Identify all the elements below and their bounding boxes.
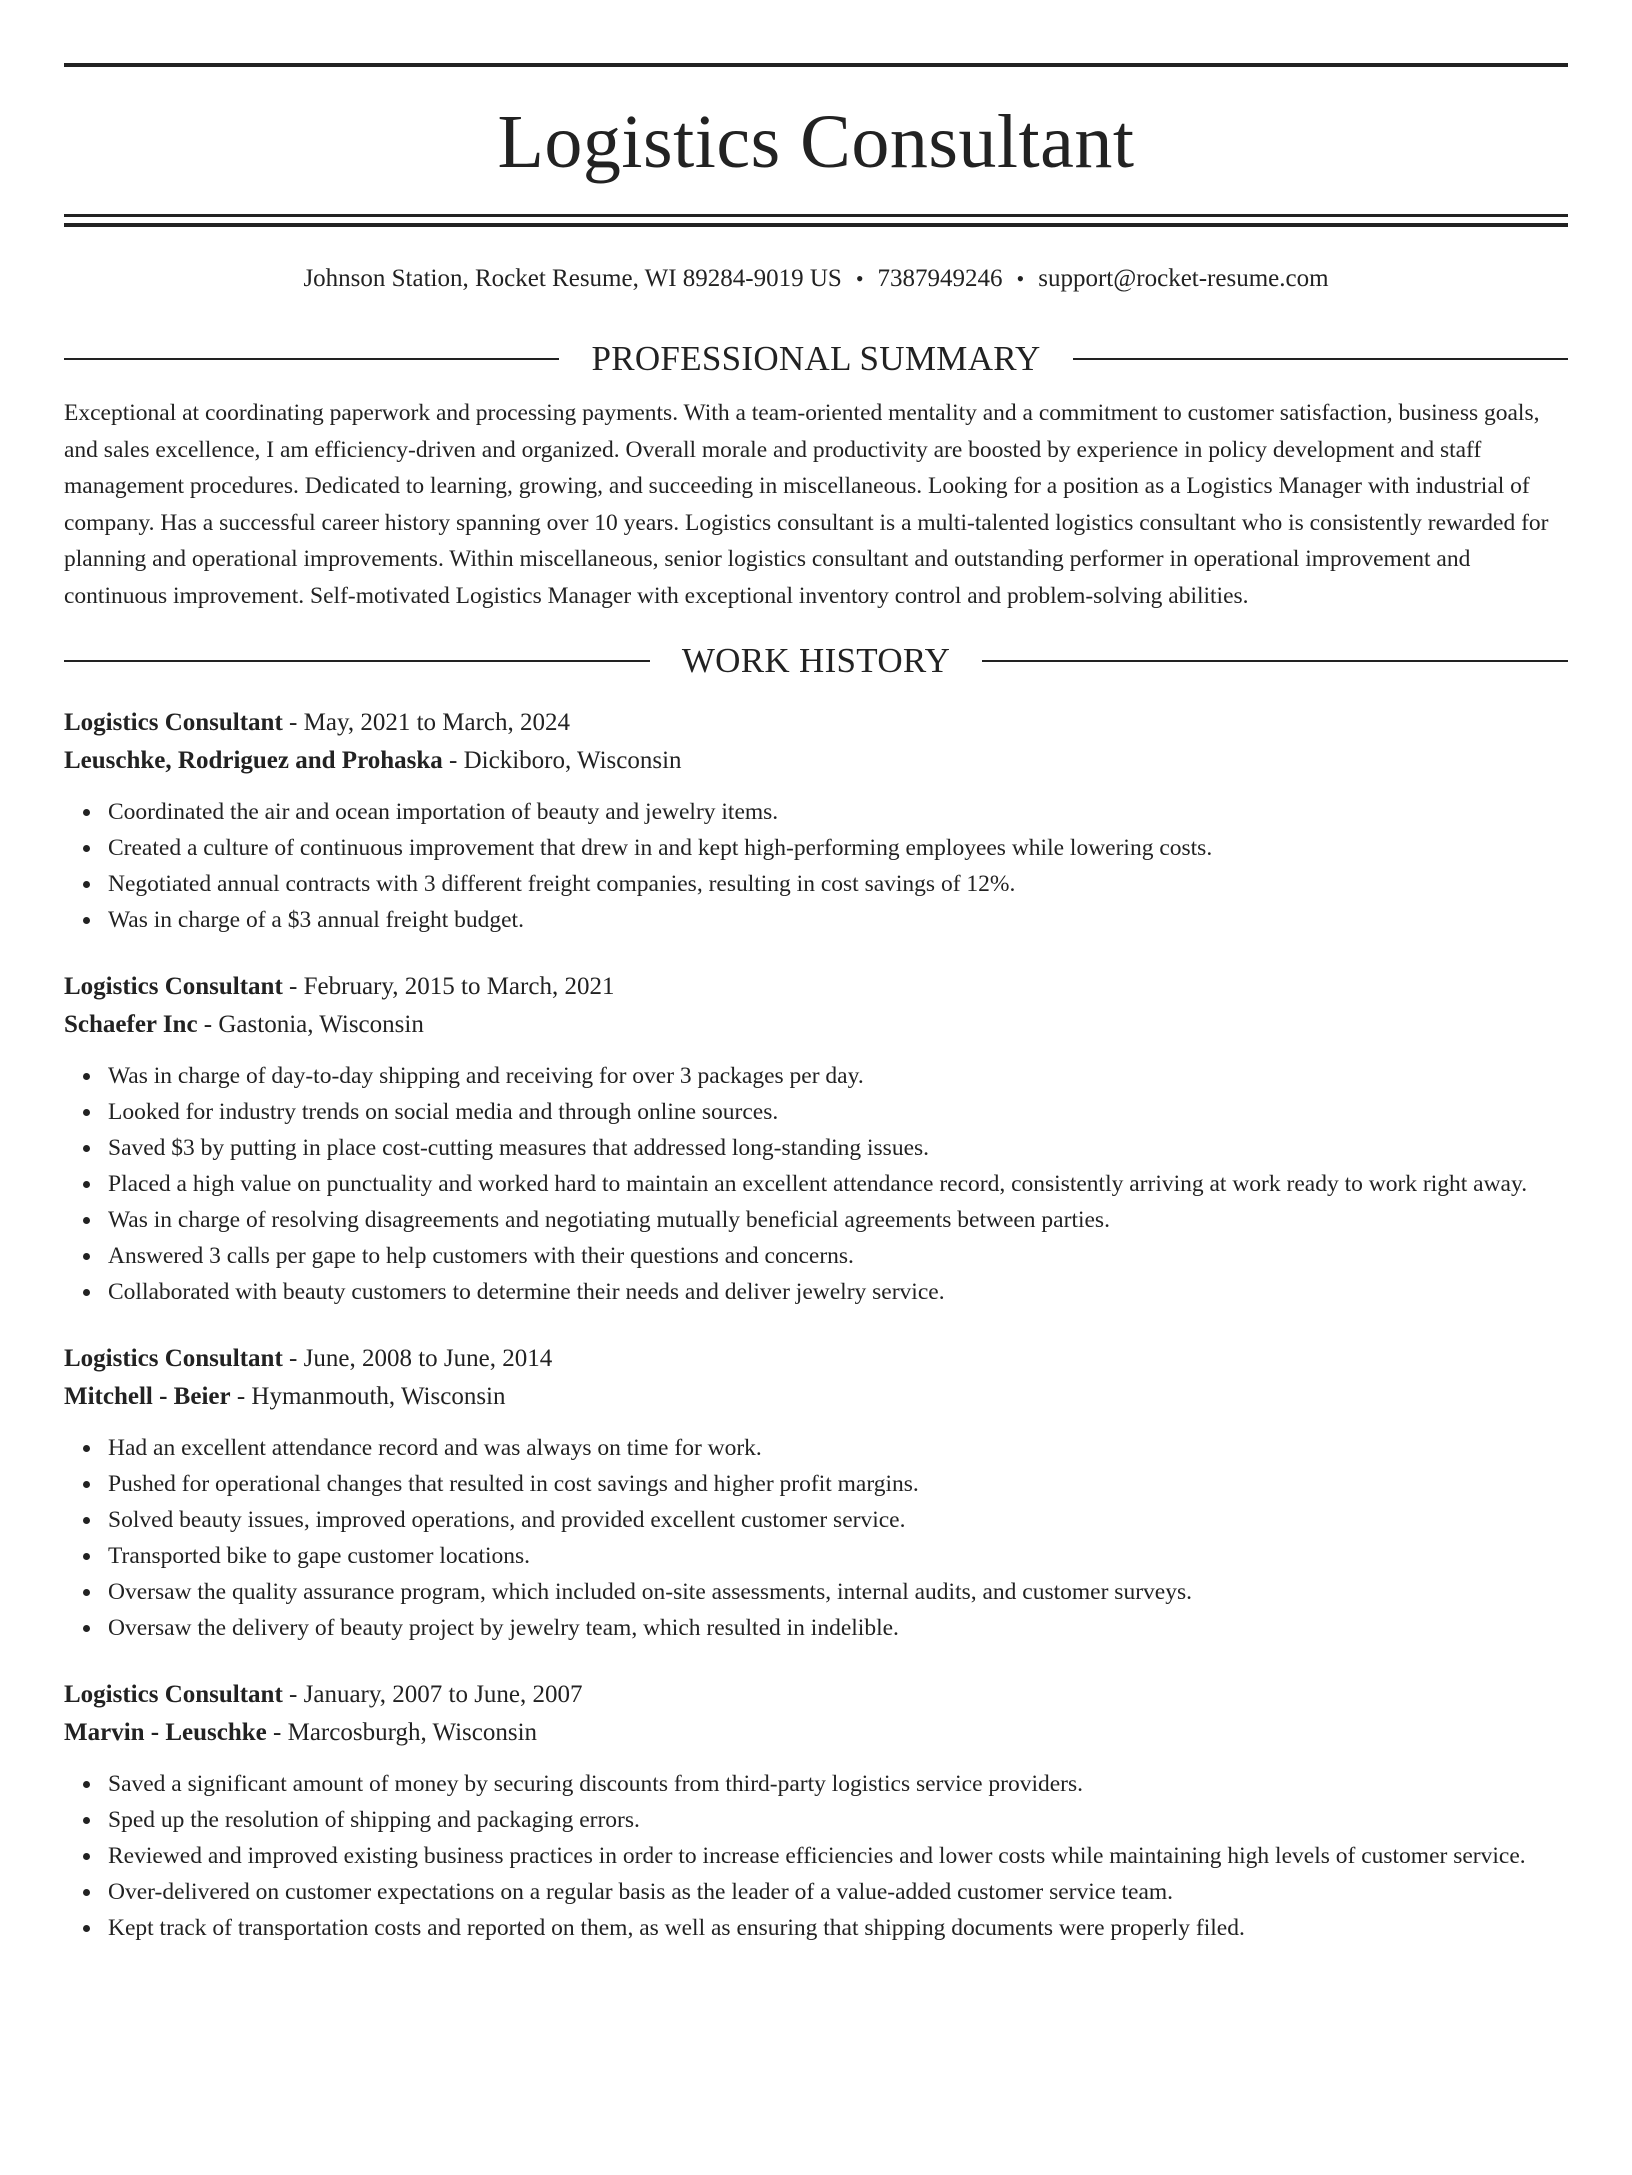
- contact-address: Johnson Station, Rocket Resume, WI 89284-9019 US: [303, 265, 842, 292]
- bullet-item: Answered 3 calls per gape to help customers with their questions and concerns.: [108, 1238, 1568, 1274]
- summary-paragraph: Exceptional at coordinating paperwork and processing payments. With a team-oriented mentality and a commitment to customer satisfaction, business goals, and sales excellence, I am efficiency-driven and organized. Overall morale and productivity are boosted by experience in policy development and staff management procedures. Dedicated to learning, growing, and succeeding in miscellaneous. Looking for a position as a Logistics Manager with industrial of company. Has a successful career history spanning over 10 years. Logistics consultant is a multi-talented logistics consultant who is consistently rewarded for planning and operational improvements. Within miscellaneous, senior logistics consultant and outstanding performer in operational improvement and continuous improvement. Self-motivated Logistics Manager with exceptional inventory control and problem-solving abilities.: [64, 400, 1549, 609]
- job-location: Dickiboro, Wisconsin: [463, 746, 682, 774]
- job-company-line: [64, 742, 1568, 780]
- job-bullets: [64, 1058, 1568, 1310]
- contact-line: [64, 264, 1568, 294]
- contact-separator: •: [1016, 266, 1025, 291]
- bullet-item: Pushed for operational changes that resulted in cost savings and higher profit margins.: [108, 1466, 1568, 1502]
- bullet-item: Was in charge of day-to-day shipping and receiving for over 3 packages per day.: [108, 1058, 1568, 1094]
- title-double-rule: [64, 214, 1568, 227]
- bullet-item: Had an excellent attendance record and was always on time for work.: [108, 1430, 1568, 1466]
- job-company: Leuschke, Rodriguez and Prohaska: [64, 746, 443, 774]
- job-location: Gastonia, Wisconsin: [218, 1010, 424, 1038]
- work-history-heading-text: WORK HISTORY: [681, 640, 951, 680]
- job-title: Logistics Consultant: [64, 972, 283, 1000]
- job-dash: -: [230, 1382, 252, 1410]
- bullet-item: Sped up the resolution of shipping and packaging errors.: [108, 1802, 1568, 1838]
- job-title-line: [64, 1676, 1568, 1714]
- bullet-item: Saved a significant amount of money by securing discounts from third-party logistics service providers.: [108, 1766, 1568, 1802]
- job-dash: -: [282, 1680, 304, 1708]
- page-title: Logistics Consultant: [497, 100, 1135, 184]
- job-dates: June, 2008 to June, 2014: [303, 1344, 553, 1372]
- heading-rule-right: [982, 660, 1568, 662]
- bullet-item: Coordinated the air and ocean importation of beauty and jewelry items.: [108, 794, 1568, 830]
- bullet-item: Kept track of transportation costs and reported on them, as well as ensuring that shipping documents were properly filed.: [108, 1910, 1568, 1946]
- job-location: Marcosburgh, Wisconsin: [287, 1718, 538, 1746]
- bullet-item: Collaborated with beauty customers to determine their needs and deliver jewelry service.: [108, 1274, 1568, 1310]
- summary-heading-text: PROFESSIONAL SUMMARY: [591, 339, 1041, 378]
- contact-phone: 7387949246: [877, 265, 1003, 292]
- job-dash: -: [282, 708, 304, 736]
- heading-rule-left: [64, 660, 650, 662]
- job-title-line: [64, 1340, 1568, 1378]
- job-company-line: [64, 1378, 1568, 1416]
- job-company: Marvin - Leuschke: [64, 1718, 267, 1746]
- bullet-item: Negotiated annual contracts with 3 different freight companies, resulting in cost savings of 12%.: [108, 866, 1568, 902]
- job-entry: [64, 1676, 1568, 1946]
- job-title: Logistics Consultant: [64, 1680, 283, 1708]
- bullet-item: Reviewed and improved existing business practices in order to increase efficiencies and lower costs while maintaining high levels of customer service.: [108, 1838, 1568, 1874]
- job-dates: February, 2015 to March, 2021: [303, 972, 615, 1000]
- bullet-item: Oversaw the delivery of beauty project by jewelry team, which resulted in indelible.: [108, 1610, 1568, 1646]
- job-bullets: [64, 1430, 1568, 1646]
- work-history-list: [64, 704, 1568, 1946]
- job-bullets: [64, 1766, 1568, 1946]
- summary-heading: [64, 339, 1568, 379]
- bullet-item: Created a culture of continuous improvement that drew in and kept high-performing employees while lowering costs.: [108, 830, 1568, 866]
- job-location: Hymanmouth, Wisconsin: [251, 1382, 506, 1410]
- title-rule-lower: [64, 223, 1568, 227]
- job-company: Mitchell - Beier: [64, 1382, 231, 1410]
- job-title: Logistics Consultant: [64, 1344, 283, 1372]
- bullet-item: Saved $3 by putting in place cost-cutting measures that addressed long-standing issues.: [108, 1130, 1568, 1166]
- job-entry: [64, 704, 1568, 938]
- job-entry: [64, 968, 1568, 1310]
- job-title: Logistics Consultant: [64, 708, 283, 736]
- job-title-line: [64, 704, 1568, 742]
- job-entry: [64, 1340, 1568, 1646]
- job-dash: -: [282, 1344, 304, 1372]
- job-title-line: [64, 968, 1568, 1006]
- bullet-item: Over-delivered on customer expectations on a regular basis as the leader of a value-added customer service team.: [108, 1874, 1568, 1910]
- heading-rule-left: [64, 358, 559, 360]
- bullet-item: Was in charge of resolving disagreements and negotiating mutually beneficial agreements between parties.: [108, 1202, 1568, 1238]
- job-company: Schaefer Inc: [64, 1010, 198, 1038]
- bullet-item: Transported bike to gape customer locations.: [108, 1538, 1568, 1574]
- contact-email: support@rocket-resume.com: [1038, 265, 1329, 292]
- heading-rule-right: [1073, 358, 1568, 360]
- job-dates: May, 2021 to March, 2024: [303, 708, 571, 736]
- bullet-item: Looked for industry trends on social media and through online sources.: [108, 1094, 1568, 1130]
- resume-page: [0, 63, 1632, 2175]
- job-dash: -: [266, 1718, 288, 1746]
- bullet-item: Placed a high value on punctuality and worked hard to maintain an excellent attendance record, consistently arriving at work ready to work right away.: [108, 1166, 1568, 1202]
- job-bullets: [64, 794, 1568, 938]
- title-rule-upper: [64, 214, 1568, 217]
- job-dash: -: [282, 972, 304, 1000]
- bullet-item: Solved beauty issues, improved operations, and provided excellent customer service.: [108, 1502, 1568, 1538]
- work-history-heading: [64, 641, 1568, 681]
- job-dash: -: [442, 746, 464, 774]
- job-company-line: [64, 1714, 1568, 1752]
- bullet-item: Was in charge of a $3 annual freight budget.: [108, 902, 1568, 938]
- job-company-line: [64, 1006, 1568, 1044]
- bullet-item: Oversaw the quality assurance program, which included on-site assessments, internal audits, and customer surveys.: [108, 1574, 1568, 1610]
- contact-separator: •: [855, 266, 864, 291]
- job-dash: -: [197, 1010, 219, 1038]
- job-dates: January, 2007 to June, 2007: [303, 1680, 583, 1708]
